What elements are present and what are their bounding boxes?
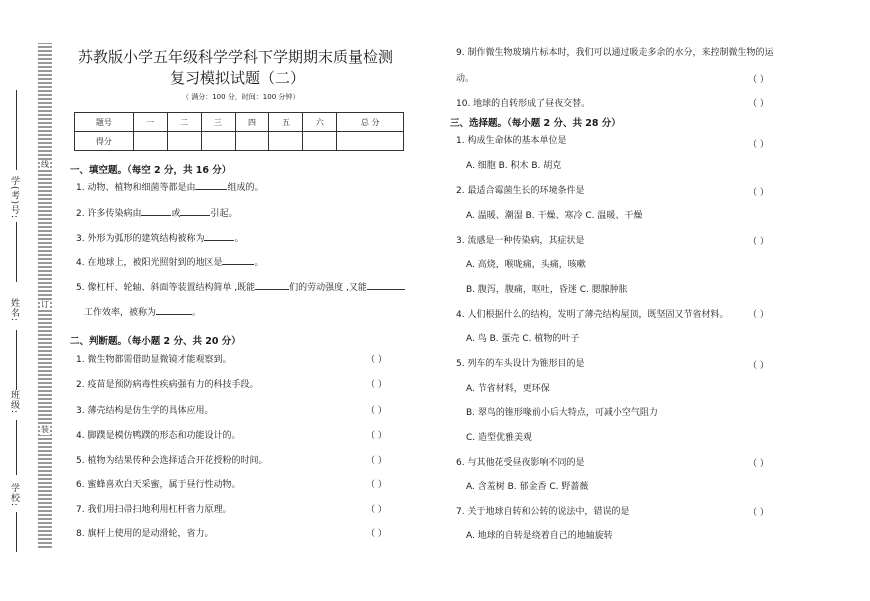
table-cell: 总 分	[337, 113, 404, 132]
fill-q5-text-4: 。	[192, 308, 202, 318]
choice-q2-options: A. 温暖、潮湿 B. 干燥、寒冷 C. 温暖、干燥	[466, 211, 643, 221]
exam-title-2: 复习模拟试题（二）	[170, 69, 306, 87]
judge-item: 1. 微生物都需借助显微镜才能观察到。	[76, 355, 232, 365]
fill-blank[interactable]	[141, 215, 171, 216]
fill-blank[interactable]	[367, 289, 405, 290]
fill-q3	[76, 231, 243, 244]
choice-q7: 7. 关于地球自转和公转的说法中，错误的是	[456, 507, 630, 517]
answer-paren[interactable]: （ ）	[748, 188, 769, 198]
choice-q6: 6. 与其他花受昼夜影响不同的是	[456, 458, 585, 468]
judge-item-9-cont: 动。	[456, 74, 475, 84]
answer-paren[interactable]: （ ）	[748, 75, 769, 85]
table-cell: 五	[269, 113, 303, 132]
answer-paren[interactable]: （ ）	[366, 431, 387, 441]
fill-blank[interactable]	[204, 240, 234, 241]
class-line	[16, 420, 17, 475]
score-cell[interactable]	[201, 132, 235, 151]
fill-q5-text-3: 工作效率，被称为	[84, 308, 157, 318]
score-cell[interactable]	[133, 132, 167, 151]
school-label: 学校:	[9, 483, 19, 508]
fill-q4	[76, 255, 263, 268]
judge-item: 8. 旗杆上使用的是动滑轮，省力。	[76, 529, 214, 539]
fill-blank[interactable]	[255, 289, 289, 290]
judge-item: 2. 疫苗是预防病毒性疾病强有力的科技手段。	[76, 380, 259, 390]
judge-item: 7. 我们用扫帚扫地利用杠杆省力原理。	[76, 505, 232, 515]
fill-q5	[76, 280, 405, 293]
fill-q5-text-2: 们的劳动强度 ,又能	[289, 283, 367, 293]
student-id-line	[16, 90, 17, 170]
fill-q1-text: 1. 动物、植物和细菌等都是由	[76, 183, 196, 193]
score-cell[interactable]	[337, 132, 404, 151]
judge-item: 4. 脚蹼是模仿鸭蹼的形态和功能设计的。	[76, 431, 241, 441]
fill-q3-text-2: 。	[234, 234, 244, 244]
choice-q3-options: A. 高烧，喉咙痛，头痛，咳嗽	[466, 260, 586, 270]
answer-paren[interactable]: （ ）	[748, 508, 769, 518]
answer-paren[interactable]: （ ）	[748, 99, 769, 109]
choice-q2: 2. 最适合霉菌生长的环境条件是	[456, 186, 585, 196]
choice-q1: 1. 构成生命体的基本单位是	[456, 136, 567, 146]
fill-q4-text: 4. 在地球上，被阳光照射到的地区是	[76, 258, 223, 268]
judge-item-9: 9. 制作微生物玻璃片标本时，我们可以通过吸走多余的水分，来控制微生物的运	[456, 48, 774, 58]
choice-q6-options: A. 含羞树 B. 郁金香 C. 野蔷薇	[466, 482, 589, 492]
student-id-line-2	[16, 222, 17, 282]
fill-q2-text-2: 或	[171, 209, 181, 219]
judge-item: 6. 蜜蜂喜欢白天采蜜，属于昼行性动物。	[76, 480, 241, 490]
choice-q3-options-2: B. 腹泻，腹痛，呕吐，昏迷 C. 腮腺肿胀	[466, 285, 628, 295]
fill-blank[interactable]	[195, 189, 227, 190]
choice-q5-option-b: B. 翠鸟的锥形喙前小后大特点，可减小空气阻力	[466, 408, 658, 418]
fill-blank[interactable]	[222, 264, 254, 265]
judge-item-10: 10. 地球的自转形成了昼夜交替。	[456, 99, 591, 109]
choice-q3: 3. 流感是一种传染病，其症状是	[456, 236, 585, 246]
choice-q5-option-a: A. 节省材料，更环保	[466, 384, 550, 394]
answer-paren[interactable]: （ ）	[748, 459, 769, 469]
class-label: 班级:	[9, 390, 19, 415]
answer-paren[interactable]: （ ）	[366, 505, 387, 515]
table-cell: 一	[133, 113, 167, 132]
exam-subtitle: （ 满分：100 分，时间：100 分钟）	[182, 93, 300, 101]
fill-q5-text: 5. 像杠杆、轮轴、斜面等装置结构简单 ,既能	[76, 283, 256, 293]
fill-q1-text-2: 组成的。	[227, 183, 264, 193]
table-cell: 题号	[75, 113, 134, 132]
fill-q1	[76, 180, 263, 193]
fill-q2-text: 2. 许多传染病由	[76, 209, 142, 219]
name-line	[16, 330, 17, 390]
table-row	[75, 113, 404, 132]
answer-paren[interactable]: （ ）	[366, 480, 387, 490]
fill-blank[interactable]	[180, 215, 210, 216]
judge-item: 3. 薄壳结构是仿生学的具体应用。	[76, 406, 214, 416]
table-cell: 得分	[75, 132, 134, 151]
choice-q5-option-c: C. 造型优雅美观	[466, 433, 533, 443]
section2-heading: 二、判断题。（每小题 2 分、共 20 分）	[70, 336, 241, 347]
answer-paren[interactable]: （ ）	[748, 310, 769, 320]
fill-q2	[76, 206, 237, 219]
binding-strip	[38, 43, 52, 548]
score-cell[interactable]	[167, 132, 201, 151]
choice-q4: 4. 人们根据什么的结构，发明了薄壳结构屋顶，既坚固又节省材料。	[456, 310, 729, 320]
answer-paren[interactable]: （ ）	[748, 237, 769, 247]
choice-q4-options: A. 鸟 B. 蛋壳 C. 植物的叶子	[466, 334, 580, 344]
answer-paren[interactable]: （ ）	[366, 355, 387, 365]
table-row	[75, 132, 404, 151]
table-cell: 三	[201, 113, 235, 132]
section1-heading: 一、填空题。（每空 2 分，共 16 分）	[70, 165, 232, 176]
exam-title: 苏教版小学五年级科学学科下学期期末质量检测	[78, 48, 394, 66]
answer-paren[interactable]: （ ）	[748, 140, 769, 150]
table-cell: 六	[303, 113, 337, 132]
seal-seal-mark: 装	[41, 425, 49, 434]
score-cell[interactable]	[269, 132, 303, 151]
answer-paren[interactable]: （ ）	[748, 361, 769, 371]
school-line	[16, 512, 17, 552]
table-cell: 二	[167, 113, 201, 132]
fill-q5-cont	[84, 305, 201, 318]
judge-item: 5. 植物为结果传种会选择适合开花授粉的时间。	[76, 456, 268, 466]
answer-paren[interactable]: （ ）	[366, 380, 387, 390]
choice-q7-option-a: A. 地球的自转是绕着自己的地轴旋转	[466, 531, 613, 541]
table-cell: 四	[235, 113, 269, 132]
fill-blank[interactable]	[156, 314, 192, 315]
seal-line-mark: 线	[41, 160, 49, 169]
fill-q4-text-2: 。	[254, 258, 264, 268]
score-cell[interactable]	[303, 132, 337, 151]
choice-q5: 5. 列车的车头设计为锥形目的是	[456, 359, 585, 369]
choice-q1-options: A. 细胞 B. 积木 B. 胡克	[466, 161, 562, 171]
seal-bind-mark: 订	[41, 300, 49, 309]
section3-heading: 三、选择题。（每小题 2 分、共 28 分）	[450, 118, 621, 129]
score-table	[74, 112, 404, 151]
fill-q3-text: 3. 外形为弧形的建筑结构被称为	[76, 234, 205, 244]
answer-paren[interactable]: （ ）	[366, 529, 387, 539]
student-id-label: 学(考)号:	[9, 176, 19, 220]
answer-paren[interactable]: （ ）	[366, 406, 387, 416]
fill-q2-text-3: 引起。	[210, 209, 238, 219]
score-cell[interactable]	[235, 132, 269, 151]
name-label: 姓名:	[9, 298, 19, 323]
answer-paren[interactable]: （ ）	[366, 456, 387, 466]
